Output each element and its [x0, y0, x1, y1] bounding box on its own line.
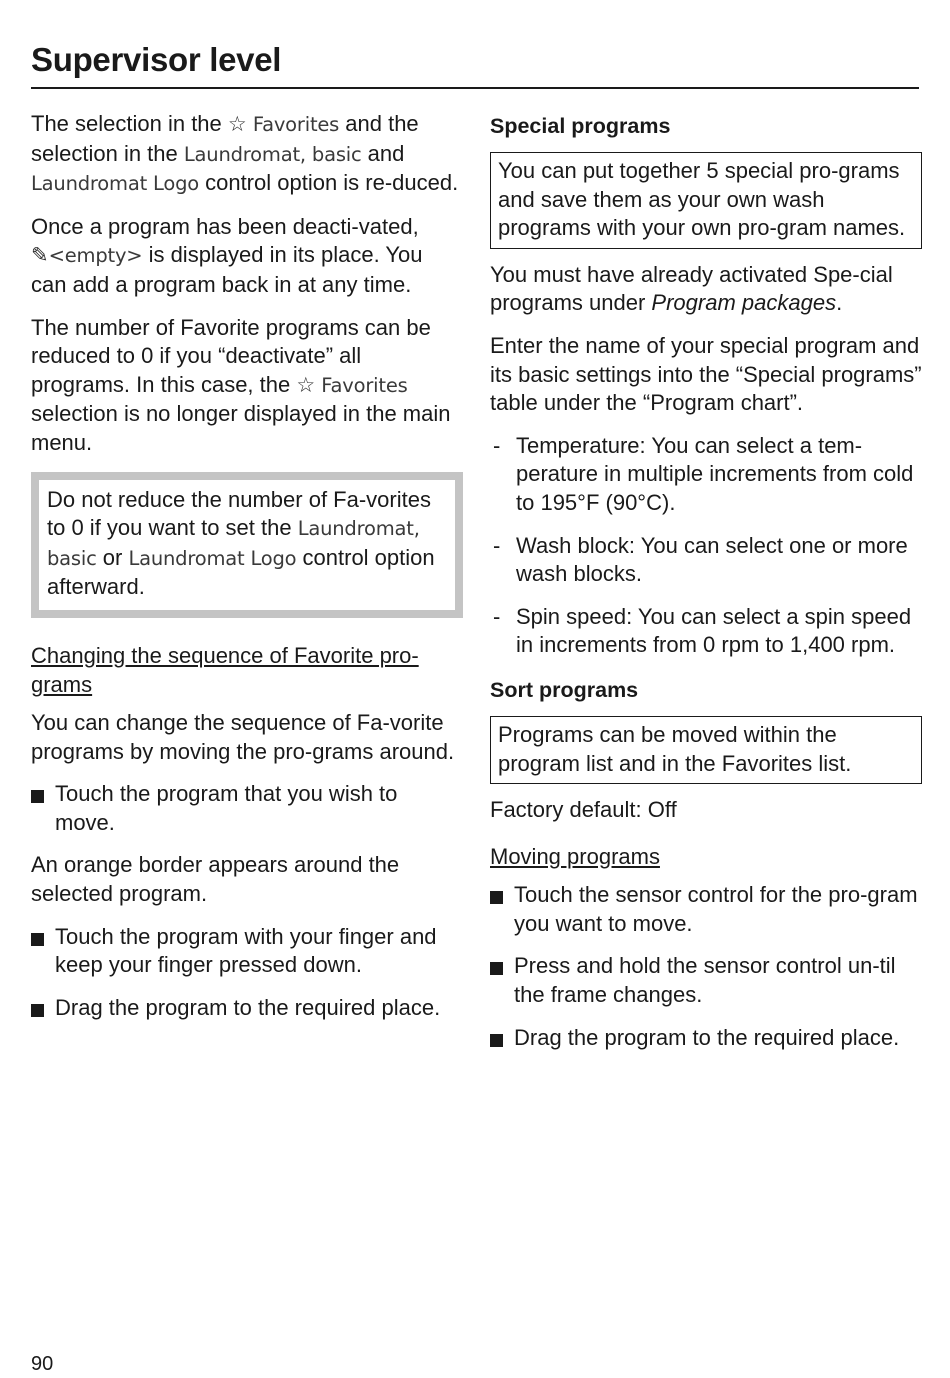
change-sequence-paragraph: You can change the sequence of Fa-vorite programs by moving the pro-grams around. [31, 710, 455, 764]
star-icon: ☆ [227, 112, 247, 136]
page-header [31, 38, 919, 89]
activation-paragraph: You must have already activated Spe-cial programs under Program packages. [490, 261, 893, 316]
favorites-option: Favorites [321, 373, 408, 397]
enter-name-paragraph: Enter the name of your special program and its basic settings into the “Special programs” table under the “Program chart”. [490, 332, 922, 416]
deactivated-paragraph: Once a program has been deacti-vated, ✎<empty> is displayed in its place. You can add a program back in at any time. [31, 213, 423, 297]
factory-default: Factory default: Off [490, 797, 677, 823]
settings-item-wash-block: - Wash block: You can select one or more wash blocks. [490, 532, 922, 589]
header-rule [31, 87, 919, 89]
pencil-icon: ✎ [31, 243, 49, 268]
star-icon: ☆ [296, 372, 316, 397]
page-title: Supervisor level [31, 41, 282, 78]
warning-note: Do not reduce the number of Fa-vorites to 0 if you want to set the Laundromat, basic or Laundromat Logo control option afterward. [31, 472, 463, 618]
instruction-list [490, 881, 922, 1052]
favorites-reduced-paragraph: The selection in the ☆ Favorites and the selection in the Laundromat, basic and Laundromat Logo control option is re-duced. [31, 111, 459, 196]
laundromat-basic-option: Laundromat, basic [183, 142, 362, 166]
special-programs-box: You can put together 5 special pro-grams and save them as your own wash programs with your own pro-gram names. [490, 152, 922, 249]
favorite-count-paragraph: The number of Favorite programs can be reduced to 0 if you “deactivate” all programs. In this case, the ☆ Favorites selection is no longer displayed in the main menu. [31, 314, 451, 455]
page-number: 90 [31, 1353, 54, 1375]
settings-list [490, 432, 922, 660]
favorites-option: Favorites [252, 113, 340, 136]
sort-programs-heading: Sort programs [490, 677, 639, 702]
laundromat-basic-option: Laundromat, basic [47, 517, 420, 570]
instruction-list [31, 780, 463, 837]
orange-border-paragraph: An orange border appears around the selected program. [31, 852, 400, 907]
instruction-item: Touch the program that you wish to move. [31, 780, 463, 837]
instruction-item: Drag the program to the required place. [31, 994, 463, 1023]
special-programs-heading: Special programs [490, 114, 671, 138]
laundromat-logo-option: Laundromat Logo [31, 172, 199, 196]
instruction-list [31, 923, 463, 1023]
changing-sequence-subheading: Changing the sequence of Favorite pro-grams [31, 642, 419, 697]
instruction-item: Touch the program with your finger and keep your finger pressed down. [31, 923, 463, 980]
sort-programs-box: Programs can be moved within the program list and in the Favorites list. [490, 716, 922, 784]
empty-placeholder: <empty> [48, 244, 143, 268]
settings-item-spin-speed: - Spin speed: You can select a spin speed in increments from 0 rpm to 1,400 rpm. [490, 603, 922, 660]
left-column [31, 110, 463, 1036]
instruction-item: Press and hold the sensor control un-til the frame changes. [490, 952, 922, 1009]
settings-item-temperature: - Temperature: You can select a tem-perature in multiple increments from cold to 195°F (90°C). [490, 432, 922, 518]
instruction-item: Touch the sensor control for the pro-gram you want to move. [490, 881, 922, 938]
moving-programs-subheading: Moving programs [490, 843, 660, 869]
right-column [490, 110, 922, 1066]
instruction-item: Drag the program to the required place. [490, 1024, 922, 1053]
laundromat-logo-option: Laundromat Logo [128, 546, 297, 570]
program-packages-term: Program packages [651, 290, 837, 316]
